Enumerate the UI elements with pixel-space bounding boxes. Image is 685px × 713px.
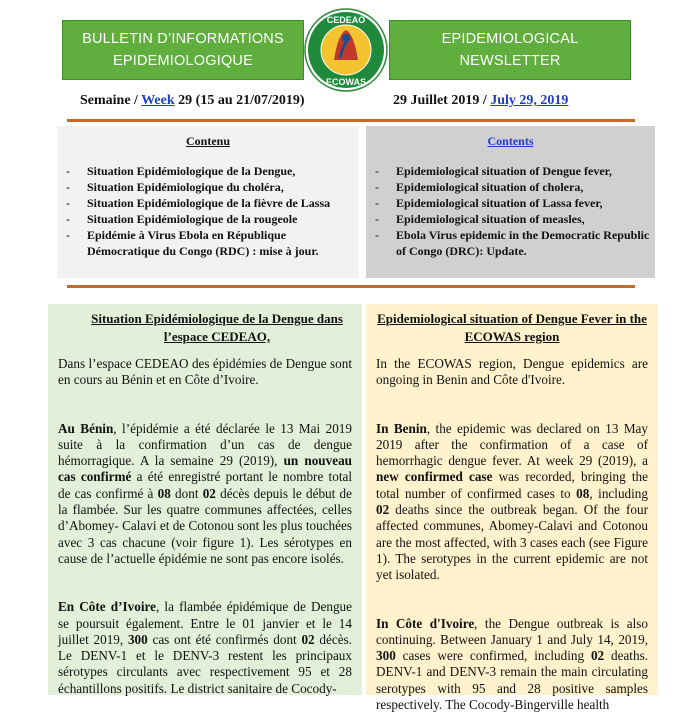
contents-title-en[interactable]: Contents xyxy=(487,134,534,148)
contents-item: - Epidemiological situation of Dengue fever, xyxy=(366,163,655,179)
article-paragraph: In Côte d'Ivoire, the Dengue outbreak is also continuing. Between January 1 and July 14, 2019, 300 cases were confirmed, including 02 deaths. DENV-1 and DENV-3 remain the main circulating serotypes with 95 and 28 positive samples respectively. The Cocody-Bingerville health xyxy=(376,615,648,713)
contents-item: - Situation Epidémiologique de la fièvre de Lassa xyxy=(57,195,359,211)
article-paragraph: Dans l’espace CEDEAO des épidémies de Dengue sont en cours au Bénin et en Côte d’Ivoire. xyxy=(58,356,352,388)
divider-middle xyxy=(67,285,635,288)
week-line-fr xyxy=(80,93,305,109)
logo-text-bottom: ECOWAS xyxy=(325,77,367,87)
date-prefix: 29 Juillet 2019 / xyxy=(393,93,491,108)
header-title-en-line1: EPIDEMIOLOGICAL xyxy=(441,31,579,47)
article-paragraph: Au Bénin, l’épidémie a été déclarée le 13 Mai 2019 suite à la confirmation d’un cas de dengue hémorragique. A la semaine 29 (2019), un nouveau cas confirmé a été enregistré portant le nombre total de cas confirmé à 08 dont 02 décès depuis le début de la flambée. Sur les quatre communes affectées, celles d’Abomey- Calavi et de Cotonou sont les plus touchées avec 3 cas chacune (voir figure 1). Les sérotypes en cause de l’actuelle épidémie ne sont pas encore isolés. xyxy=(58,420,353,566)
logo-text-top: CEDEAO xyxy=(326,15,366,25)
week-link[interactable]: Week xyxy=(141,93,175,108)
contents-item: - Epidémie à Virus Ebola en République Démocratique du Congo (RDC) : mise à jour. xyxy=(57,227,359,259)
header-title-fr-line1: BULLETIN D’INFORMATIONS xyxy=(82,31,284,47)
article-paragraph: In the ECOWAS region, Dengue epidemics are ongoing in Benin and Côte d'Ivoire. xyxy=(376,356,648,388)
header-title-en-line2: NEWSLETTER xyxy=(459,53,561,69)
contents-item: - Epidemiological situation of cholera, xyxy=(366,179,655,195)
contents-title-fr: Contenu xyxy=(185,134,230,148)
week-suffix: 29 (15 au 21/07/2019) xyxy=(174,93,305,108)
article-paragraph: In Benin, the epidemic was declared on 13 May 2019 after the confirmation of a case of hemorrhagic dengue fever. At week 29 (2019), a new confirmed case was recorded, bringing the total number of confirmed cases to 08, including 02 deaths since the outbreak began. Of the four affected communes, Abomey-Calavi and Cotonou are the most affected, with 3 cases each (see Figure 1). The serotypes in the current epidemic are not yet isolated. xyxy=(376,420,649,583)
ecowas-logo xyxy=(304,8,388,92)
article-title-en: Epidemiological situation of Dengue Fever in the ECOWAS region xyxy=(377,311,647,344)
article-column-fr xyxy=(48,304,362,695)
article-title-fr: Situation Epidémiologique de la Dengue dans l’espace CEDEAO, xyxy=(91,311,343,344)
header-title-fr xyxy=(62,20,304,80)
contents-list-en xyxy=(366,163,655,259)
contents-box-fr xyxy=(57,126,359,278)
article-paragraph: En Côte d’Ivoire, la flambée épidémique de Dengue se poursuit également. Entre le 01 janvier et le 14 juillet 2019, 300 cas ont été confirmés dont 02 décès. Le DENV-1 et le DENV-3 restent les principaux sérotypes circulants avec respectivement 95 et 28 échantillons positifs. Le district sanitaire de Cocody- xyxy=(58,599,353,696)
date-line xyxy=(393,93,568,109)
header-title-fr-line2: EPIDEMIOLOGIQUE xyxy=(113,53,253,69)
contents-item: - Situation Epidémiologique du choléra, xyxy=(57,179,359,195)
contents-box-en xyxy=(366,126,655,278)
contents-item: - Epidemiological situation of Lassa fever, xyxy=(366,195,655,211)
contents-item: - Ebola Virus epidemic in the Democratic Republic of Congo (DRC): Update. xyxy=(366,227,655,259)
week-prefix: Semaine / xyxy=(80,93,142,108)
contents-item: - Situation Epidémiologique de la Dengue, xyxy=(57,163,359,179)
contents-item: - Situation Epidémiologique de la rougeole xyxy=(57,211,359,227)
date-link[interactable]: July 29, 2019 xyxy=(490,93,569,108)
header-title-en xyxy=(389,20,631,80)
divider-top xyxy=(67,119,635,122)
contents-list-fr xyxy=(57,163,359,259)
contents-item: - Epidemiological situation of measles, xyxy=(366,211,655,227)
article-column-en xyxy=(366,304,658,713)
